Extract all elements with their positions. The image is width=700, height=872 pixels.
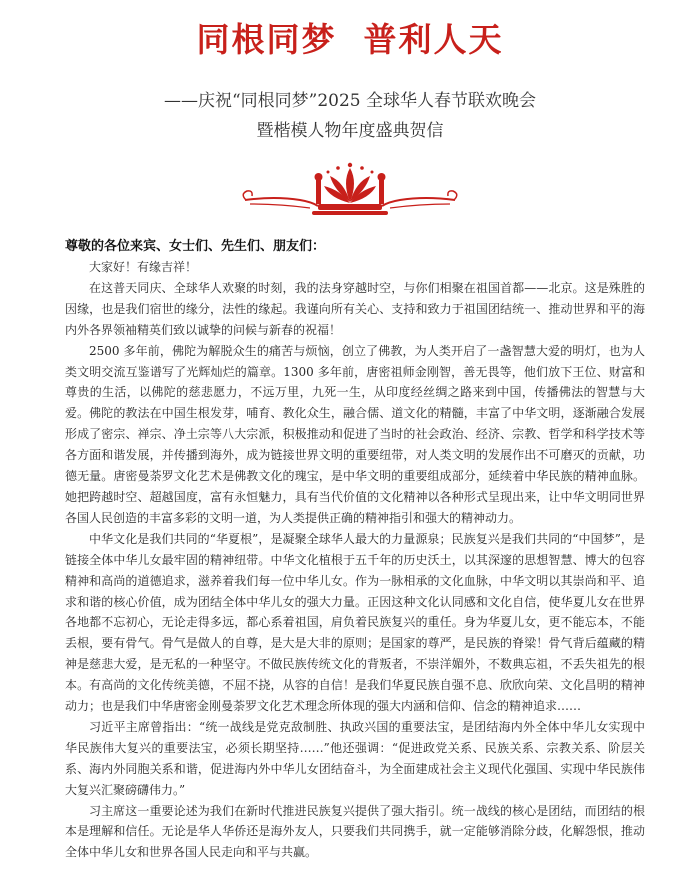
emblem-banner <box>0 160 700 218</box>
paragraph-greeting: 大家好！有缘吉祥！ <box>89 260 198 274</box>
lotus-emblem-icon <box>0 160 700 218</box>
paragraph: 在这普天同庆、全球华人欢聚的时刻，我的法身穿越时空，与你们相聚在祖国首都——北京。这是殊胜的因缘，也是我们宿世的缘分，法性的缘起。我谨向所有关心、支持和致力于祖国团结统一、推动世界和平的海内外各界领袖精英们致以诚挚的问候与新春的祝福！ <box>65 280 645 337</box>
paragraph: 习主席这一重要论述为我们在新时代推进民族复兴提供了强大指引。统一战线的核心是团结，而团结的根本是理解和信任。无论是华人华侨还是海外友人，只要我们共同携手，就一定能够消除分歧，化解怨恨，推动全体中华儿女和世界各国人民走向和平与共赢。 <box>65 803 645 860</box>
salutation: 尊敬的各位来宾、女士们、先生们、朋友们： <box>65 239 326 254</box>
paragraph: 习近平主席曾指出：“统一战线是党克敌制胜、执政兴国的重要法宝，是团结海内外全体中华儿女实现中华民族伟大复兴的重要法宝，必须长期坚持……”他还强调：“促进政党关系、民族关系、宗教关系、阶层关系、海内外同胞关系和谐，促进海内外中华儿女团结奋斗，为全面建成社会主义现代化强国、实现中华民族伟大复兴汇聚磅礴伟力。” <box>65 719 645 797</box>
subtitle-line-2: 暨楷模人物年度盛典贺信 <box>256 121 444 141</box>
paragraph: 中华文化是我们共同的“华夏根”，是凝聚全球华人最大的力量源泉；民族复兴是我们共同的“中国梦”，是链接全体中华儿女最牢固的精神纽带。中华文化植根于五千年的历史沃土，以其深邃的思想智慧、博大的包容精神和高尚的道德追求，滋养着我们每一位中华儿女。作为一脉相承的文化血脉，中华文明以其崇尚和平、追求和谐的核心价值，成为团结全体中华儿女的强大力量。正因这种文化认同感和文化自信，使华夏儿女在世界各地都不忘初心，无论走得多远，都心系着祖国，肩负着民族复兴的重任。身为华夏儿女，更不能忘本，不能丢根，要有骨气。骨气是做人的自尊，是大是大非的原则；是国家的尊严，是民族的脊梁！骨气背后蕴藏的精神是慈悲大爱，是无私的一种坚守。不做民族传统文化的背叛者，不崇洋媚外，不数典忘祖，不丢失祖先的根本。有高尚的文化传统美德，不屈不挠，从容的自信！是我们华夏民族自强不息、欣欣向荣、文化昌明的精神动力；也是我们中华唐密金刚曼荼罗文化艺术理念所体现的强大内涵和信仰、信念的精神追求…… <box>65 531 645 714</box>
paragraph: 2500 多年前，佛陀为解脱众生的痛苦与烦恼，创立了佛教，为人类开启了一盏智慧大爱的明灯，也为人类文明交流互鉴谱写了光辉灿烂的篇章。1300 多年前，唐密祖师金刚智，善无畏等，他们放下王位、财富和尊贵的生活，以佛陀的慈悲愿力，不远万里，九死一生，从印度经丝绸之路来到中国，传播佛法的智慧与大爱。佛陀的教法在中国生根发芽，哺育、教化众生，融合儒、道文化的精髓，丰富了中华文明，逐渐融合发展形成了密宗、禅宗、净土宗等八大宗派，积极推动和促进了当时的社会政治、经济、宗教、哲学和科学技术等各方面和谐发展，并传播到海外，成为链接世界文明的重要纽带，对人类文明的发展作出不可磨灭的贡献，功德无量。唐密曼荼罗文化艺术是佛教文化的瑰宝，是中华文明的重要组成部分，延续着中华民族的精神血脉。她把跨越时空、超越国度，富有永恒魅力，具有当代价值的文化精神以各种形式呈现出来，让中华文明同世界各国人民创造的丰富多彩的文明一道，为人类提供正确的精神指引和强大的精神动力。 <box>65 343 645 525</box>
letter-body <box>65 257 645 863</box>
letter-title: 同根同梦 普利人天 <box>196 20 504 59</box>
subtitle-line-1: ——庆祝“同根同梦”2025 全球华人春节联欢晚会 <box>163 91 537 111</box>
